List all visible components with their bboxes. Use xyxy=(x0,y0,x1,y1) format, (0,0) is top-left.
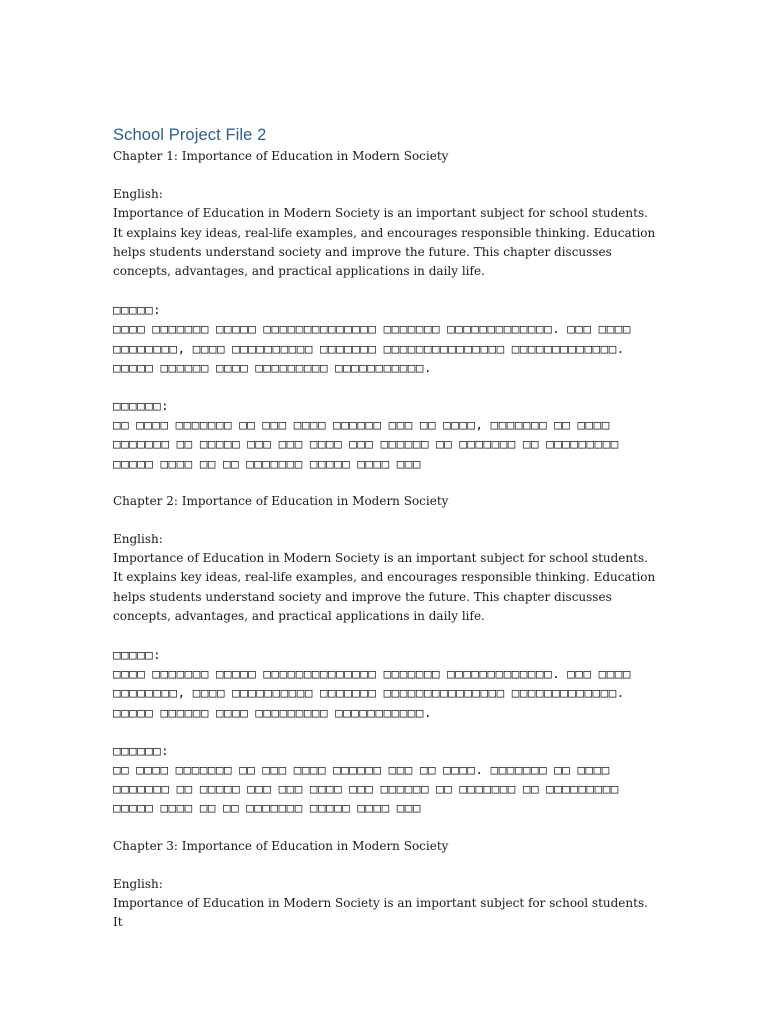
language-3-block xyxy=(113,396,658,473)
language-2-text: □□□□ □□□□□□□ □□□□□ □□□□□□□□□□□□□□ □□□□□□□ □□□□□□□□□□□□□. □□□ □□□□ □□□□□□□□, □□□□ □□□□□□□□□□ □□□□□□□ □□□□□□□□□□□□□□□ □□□□□□□□□□□□□. □□□□□ □□□□□□ □□□□ □□□□□□□□□ □□□□□□□□□□□. xyxy=(113,321,631,375)
english-block xyxy=(113,530,658,626)
english-label: English: xyxy=(113,876,163,891)
chapter-heading: Chapter 3: Importance of Education in Modern Society xyxy=(113,838,449,853)
language-2-text: □□□□ □□□□□□□ □□□□□ □□□□□□□□□□□□□□ □□□□□□□ □□□□□□□□□□□□□. □□□ □□□□ □□□□□□□□, □□□□ □□□□□□□□□□ □□□□□□□ □□□□□□□□□□□□□□□ □□□□□□□□□□□□□. □□□□□ □□□□□□ □□□□ □□□□□□□□□ □□□□□□□□□□□. xyxy=(113,666,631,720)
language-3-block xyxy=(113,741,658,818)
english-block xyxy=(113,185,658,281)
chapter-3 xyxy=(113,837,658,933)
language-2-label: □□□□□: xyxy=(113,647,162,663)
english-text: Importance of Education in Modern Society is an important subject for school students. It explains key ideas, real-life examples, and encourages responsible thinking. Education helps students understand society and improve the future. This chapter discusses concepts, advantages, and practical applications in daily life. xyxy=(113,206,656,279)
language-3-text: □□ □□□□ □□□□□□□ □□ □□□ □□□□ □□□□□□ □□□ □□ □□□□. □□□□□□□ □□ □□□□ □□□□□□□ □□ □□□□□ □□□ □□□ □□□□ □□□ □□□□□□ □□ □□□□□□□ □□ □□□□□□□□□ □□□□□ □□□□ □□ □□ □□□□□□□ □□□□□ □□□□ □□□ xyxy=(113,762,619,816)
english-text: Importance of Education in Modern Society is an important subject for school students. It explains key ideas, real-life examples, and encourages responsible thinking. Education helps students understand society and improve the future. This chapter discusses concepts, advantages, and practical applications in daily life. xyxy=(113,551,656,623)
document-page xyxy=(113,125,658,933)
english-text: Importance of Education in Modern Society is an important subject for school students. It xyxy=(113,896,648,930)
language-3-text: □□ □□□□ □□□□□□□ □□ □□□ □□□□ □□□□□□ □□□ □□ □□□□, □□□□□□□ □□ □□□□ □□□□□□□ □□ □□□□□ □□□ □□□ □□□□ □□□ □□□□□□ □□ □□□□□□□ □□ □□□□□□□□□ □□□□□ □□□□ □□ □□ □□□□□□□ □□□□□ □□□□ □□□ xyxy=(113,417,619,471)
language-3-label: □□□□□□: xyxy=(113,742,170,758)
english-label: English: xyxy=(113,187,163,202)
language-2-block xyxy=(113,300,658,377)
language-2-label: □□□□□: xyxy=(113,302,162,318)
chapter-heading: Chapter 2: Importance of Education in Modern Society xyxy=(113,493,449,508)
document-title: School Project File 2 xyxy=(113,126,267,144)
language-2-block xyxy=(113,645,658,722)
english-block xyxy=(113,875,658,933)
english-label: English: xyxy=(113,532,163,547)
chapter-1 xyxy=(113,147,658,473)
chapter-2 xyxy=(113,492,658,818)
chapter-heading: Chapter 1: Importance of Education in Modern Society xyxy=(113,149,449,163)
language-3-label: □□□□□□: xyxy=(113,398,170,414)
